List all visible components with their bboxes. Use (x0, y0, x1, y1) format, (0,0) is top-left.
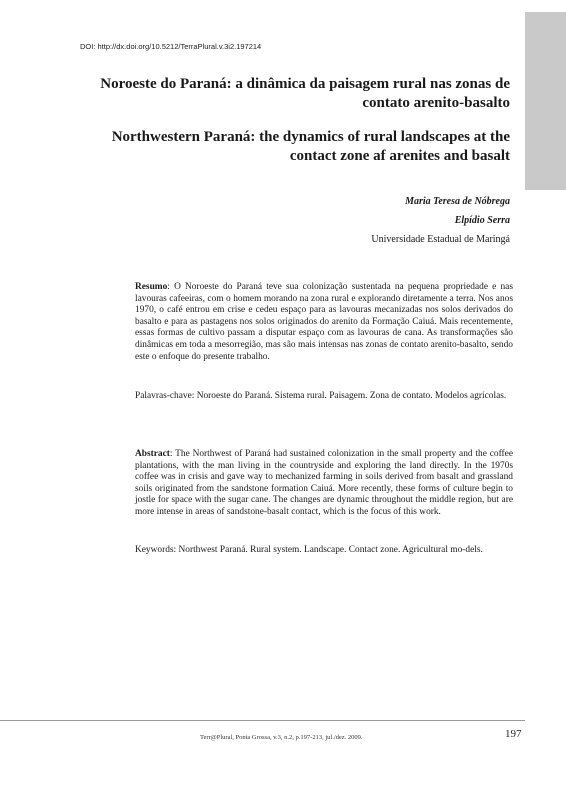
resumo-text: : O Noroeste do Paraná teve sua colonização sustentada na pequena propriedade e nas lavouras cafeeiras, com o homem morando na zona rural e explorando diretamente a terra. Nos anos 1970, o café entrou em crise e cedeu espaço para as lavouras mecanizadas nos solos derivados do basalto e para as pastagens nos solos originados do arenito da Formação Caiuá. Mais recentemente, essas formas de cultivo passam a disputar espaço com as lavouras de cana. As transformações são dinâmicas em toda a mesorregião, mas são mais intensas nas zonas de contato arenito-basalto, sendo este o enfoque do presente trabalho. (135, 282, 513, 362)
abstract-label: Abstract (135, 449, 170, 459)
title-english (70, 128, 510, 166)
title-portuguese (70, 75, 510, 113)
abstract-text: : The Northwest of Paraná had sustained colonization in the small property and the coffee plantations, with the man living in the countryside and exploring the land directly. In the 1970s coffee was in crisis and gave way to mechanized farming in soils derived from basalt and grassland soils originated from the sandstone formation Caiuá. More recently, these forms of culture begin to jostle for space with the sugar cane. The changes are dynamic throughout the middle region, but are more intense in areas of sandstone-basalt contact, which is the focus of this work. (135, 449, 513, 517)
title-pt-line1: Noroeste do Paraná: a dinâmica da paisagem rural nas zonas de (100, 76, 510, 92)
footer-citation: Terr@Plural, Ponta Grossa, v.3, n.2, p.197-213, jul./dez. 2009. (200, 734, 363, 741)
title-en-line2: contact zone af arenites and basalt (289, 148, 510, 164)
abstract-paragraph (135, 449, 513, 519)
author-name: Maria Teresa de Nóbrega (405, 196, 510, 207)
page-number: 197 (505, 728, 522, 740)
side-tab-bar (525, 12, 566, 190)
author-name: Elpídio Serra (454, 215, 510, 226)
keywords-paragraph: Keywords: Northwest Paraná. Rural system. Landscape. Contact zone. Agricultural mo-dels. (135, 545, 483, 555)
title-en-line1: Northwestern Paraná: the dynamics of rural landscapes at the (111, 129, 510, 145)
author-institution: Universidade Estadual de Maringá (371, 234, 510, 245)
doi-reference: DOI: http://dx.doi.org/10.5212/TerraPlural.v.3i2.197214 (80, 42, 262, 51)
resumo-label: Resumo (135, 282, 168, 292)
footer-divider (0, 720, 525, 721)
author-block (371, 192, 510, 249)
palavras-chave-paragraph: Palavras-chave: Noroeste do Paraná. Sistema rural. Paisagem. Zona de contato. Modelos agrícolas. (135, 391, 507, 401)
resumo-paragraph (135, 282, 513, 363)
title-pt-line2: contato arenito-basalto (362, 95, 510, 111)
